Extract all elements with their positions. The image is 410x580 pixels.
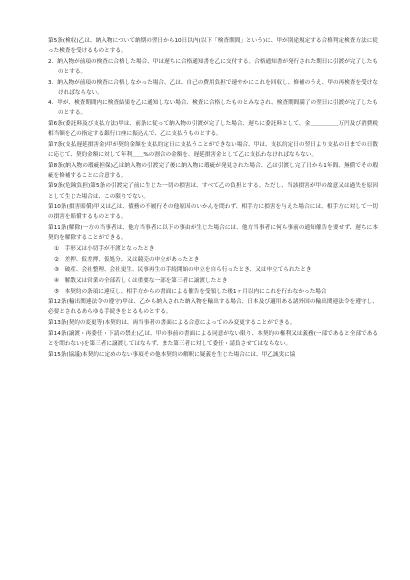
article-10-damages: 第10条(損害賠償)甲又は乙は、債務の不履行その他原因のいかんを問わず、相手方に損害を与えた場合には、相手方に対して一切の損害を賠償するものとする。 [48, 204, 378, 221]
article-11-item-2: ② 差押、仮差押、仮処分、又は競売の申立があったとき [54, 256, 200, 263]
article-14-assignment: 第14条(譲渡・再委任・下請の禁止)乙は、甲の事前の書面による同意がない限り、本契約の権利又は義務(一部であると全部であるとを問わない)を第三者に譲渡してはならず、また第三者に対して委任・請負させてはならない。 [48, 330, 378, 347]
article-13-amendment: 第13条(契約の変更等)本契約は、両当事者の書面による合意によってのみ変更することができる。 [48, 320, 296, 327]
article-11-termination: 第11条(解除)一方の当事者は、他方当事者に以下の事由が生じた場合には、他方当事者に何ら事前の通知催告を要せず、遅ちに本契約を解除することができる。 [48, 225, 378, 242]
article-11-item-3: ③ 破産、会社整理、会社更生、民事再生の手続開始の申立を自ら行ったとき、又は申立てられたとき [54, 267, 312, 274]
article-15-consultation: 第15条(協議)本契約に定めのない事項その他本契約の解釈に疑義を生じた場合には、甲乙誠実に協 [48, 351, 296, 358]
article-5-clause-4: 4．甲が、検査期間内に検査結果を乙に通知しない場合、検査に合格したものとみなされ、検査期間満了の翌日に引渡が完了したものとする。 [48, 100, 378, 117]
article-11-item-4: ④ 解散又は営業の全部若しくは重要な一部を第三者に譲渡したとき [54, 277, 228, 284]
article-11-item-5: ⑤ 本契約の条項に違反し、相手方からの書面による催告を受領した後1ヶ月以内にこれを行わなかった場合 [54, 288, 327, 295]
article-7-late-damages: 第7条(支払遅延損害金)甲が契約金額を支払約定日に支払うことができない場合、甲は、支払約定日の翌日より支払の日までの日数に応じて、契約金額に対して年利＿＿%の割合の金額を、遅延損害金として乙に支払わなければならない。 [48, 141, 378, 158]
article-9-risk-burden: 第9条(危険負担)第5条の引渡完了前に生じた一切の損害は、すべて乙の負担とする。ただし、当該損害が甲の故意又は過失を原因として生じた場合は、この限りでない。 [48, 183, 378, 200]
article-5-clause-3: 3．納入物が前項の検査に合格しなかった場合、乙は、自己の費用負担で速やかにこれを回収し、修補のうえ、甲の再検査を受けなければならない。 [48, 79, 378, 96]
article-8-defect-warranty: 第8条(納入物の瑕疵担保)乙は納入物の引渡完了後に納入物に瑕疵が発見された場合、乙は引渡し完了日から1年間、無償でその瑕疵を修補することに合意する。 [48, 162, 378, 179]
article-11-item-1: ① 手形又は小切手が不渡となったとき [54, 245, 155, 252]
article-5-inspection: 第5条(検収)乙は、納入物について納期の翌日から10日以内(以下「検査期間」という)に、甲が別途規定する合格判定検査方法に従った検査を受けるものとする。 [48, 38, 378, 55]
article-12-export-compliance: 第12条(輸出関連法令の遵守)甲は、乙から納入された納入物を輸出する場合、日本及び適用ある諸外国の輸出関連法令を遵守し、必要とされるあらゆる手続きをとるものとする。 [48, 299, 378, 316]
article-5-clause-2: 2．納入物が前項の検査に合格した場合、甲は遅ちに合格通知書を乙に交付する。合格通知書が発行された期日に引渡が完了したものとする。 [48, 58, 378, 75]
article-6-fee-payment: 第6条(委託料及び支払方法)甲は、前条に従って納入物の引渡が完了した場合、遅ちに委託料として、金＿＿＿＿＿万円及び消費税相当額を乙の指定する銀行口座に振込んで、乙に支払うものとする。 [48, 121, 378, 138]
